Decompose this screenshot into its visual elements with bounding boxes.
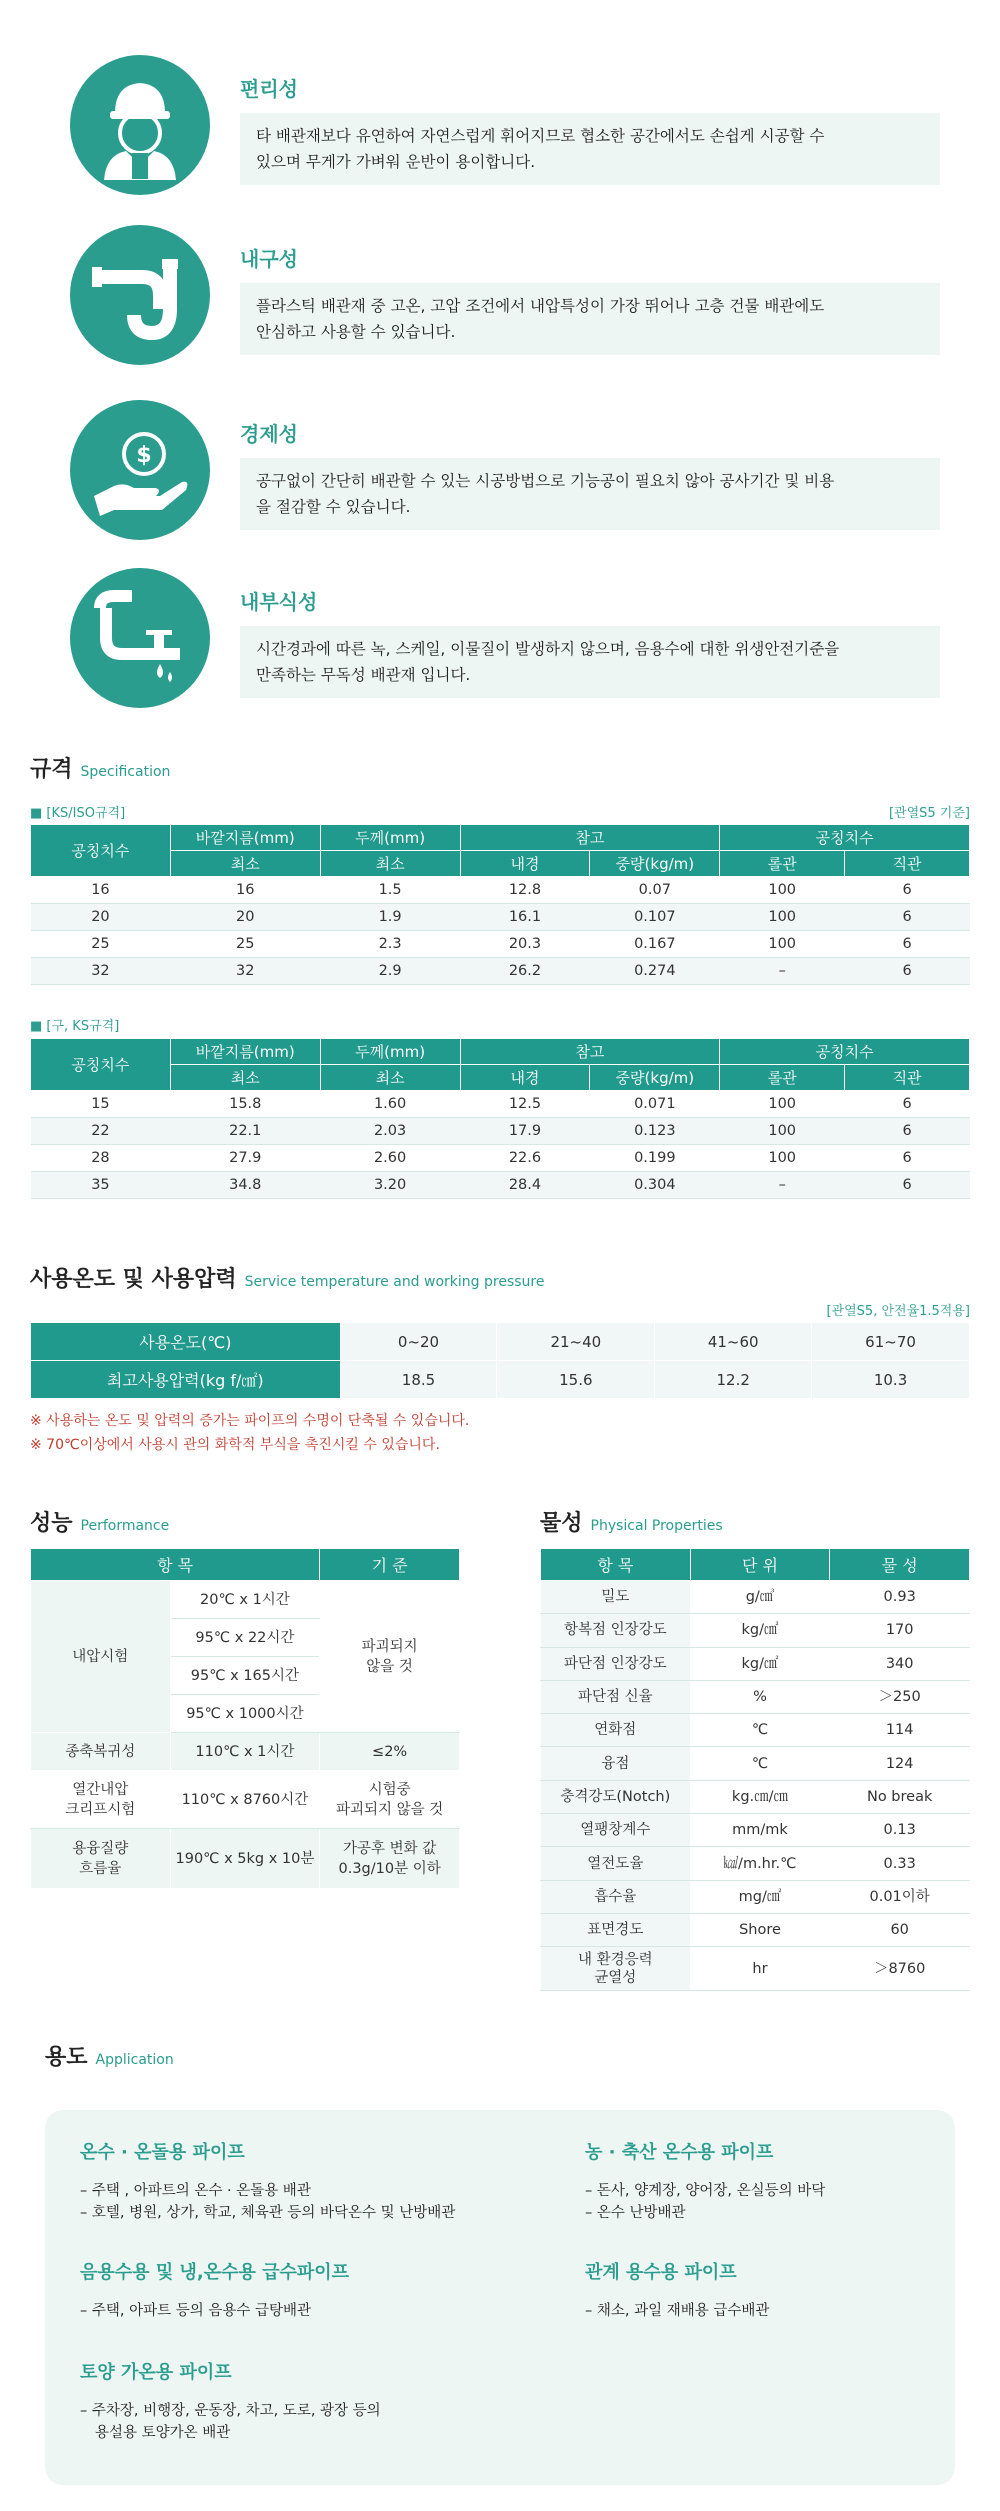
- table-header-cell: 중량(kg/m): [590, 1065, 720, 1091]
- table-cell: 0.304: [590, 1172, 720, 1199]
- table-row: [31, 877, 970, 904]
- table-cell: 2.9: [320, 958, 460, 985]
- money-hand-icon: [70, 400, 210, 540]
- table-cell: 2.03: [320, 1118, 460, 1145]
- temp-pressure-table: [30, 1322, 970, 1399]
- table-cell: 0.01이하: [830, 1880, 970, 1913]
- table-row: [31, 1733, 460, 1771]
- table-row: [31, 1091, 970, 1118]
- table-cell: kg/㎠: [690, 1647, 830, 1680]
- table-cell: 내 환경응력 균열성: [541, 1947, 691, 1991]
- table-header-cell: 중량(kg/m): [590, 851, 720, 877]
- table-header-cell: 사용온도(℃): [31, 1323, 341, 1361]
- table-cell: 2.3: [320, 931, 460, 958]
- table-row: [541, 1614, 970, 1647]
- table-cell: 100: [720, 904, 845, 931]
- table-cell: 32: [170, 958, 320, 985]
- application-box: [45, 2110, 955, 2485]
- table-row: [31, 1323, 970, 1361]
- table-row: [541, 1647, 970, 1680]
- table-cell: 100: [720, 877, 845, 904]
- feature-desc: 플라스틱 배관재 중 고온, 고압 조건에서 내압특성이 가장 뛰어나 고층 건물 배관에도 안심하고 사용할 수 있습니다.: [240, 283, 940, 355]
- table-header-cell: 참고: [460, 825, 720, 851]
- temp-title: 사용온도 및 사용압력 Service temperature and working pressure: [30, 1267, 545, 1292]
- table-header-cell: 공칭치수: [31, 825, 171, 877]
- table-row: [31, 1145, 970, 1172]
- table-cell: 28.4: [460, 1172, 590, 1199]
- table-cell: g/㎤: [690, 1581, 830, 1614]
- table-cell: 170: [830, 1614, 970, 1647]
- spec-table2-label: ■ [구, KS규격]: [30, 1019, 120, 1034]
- table-cell: 20℃ x 1시간: [170, 1581, 320, 1619]
- table-cell: –: [720, 1172, 845, 1199]
- table-header-cell: 물 성: [830, 1549, 970, 1581]
- table-cell: kg.㎝/㎝: [690, 1780, 830, 1813]
- app-item-title: 온수 · 온돌용 파이프: [80, 2142, 245, 2163]
- table-cell: 100: [720, 1145, 845, 1172]
- table-cell: 27.9: [170, 1145, 320, 1172]
- table-cell: 내압시험: [31, 1581, 171, 1733]
- table-cell: –: [720, 958, 845, 985]
- feature-title: 내부식성: [240, 590, 318, 614]
- table-header-cell: 롤관: [720, 1065, 845, 1091]
- table-cell: 종축복귀성: [31, 1733, 171, 1771]
- table-cell: 0.167: [590, 931, 720, 958]
- table-cell: mm/mk: [690, 1814, 830, 1847]
- table-cell: 연화점: [541, 1714, 691, 1747]
- table-row: [31, 904, 970, 931]
- table-cell: 6: [845, 877, 970, 904]
- table-cell: 61~70: [812, 1323, 970, 1361]
- performance-table: [30, 1548, 460, 1889]
- table-cell: 15: [31, 1091, 171, 1118]
- feature-title: 편리성: [240, 77, 298, 101]
- table-cell: ＞8760: [830, 1947, 970, 1991]
- spec-table-ks-iso: [30, 824, 970, 985]
- table-header-cell: 기 준: [320, 1549, 460, 1581]
- table-row: [541, 1814, 970, 1847]
- table-cell: 6: [845, 904, 970, 931]
- spec-table-old-ks: [30, 1038, 970, 1199]
- app-item: – 채소, 과일 재배용 급수배관: [585, 2303, 770, 2319]
- table-cell: 28: [31, 1145, 171, 1172]
- table-cell: 0.071: [590, 1091, 720, 1118]
- table-cell: 20: [170, 904, 320, 931]
- table-row: [541, 1847, 970, 1880]
- table-cell: 22: [31, 1118, 171, 1145]
- table-cell: ＞250: [830, 1680, 970, 1713]
- table-row: [541, 1714, 970, 1747]
- table-cell: 190℃ x 5kg x 10분: [170, 1829, 320, 1889]
- faucet-icon: [70, 568, 210, 708]
- table-cell: 0.93: [830, 1581, 970, 1614]
- table-row: [31, 958, 970, 985]
- app-item: – 주택, 아파트 등의 음용수 급탕배관: [80, 2303, 312, 2319]
- table-header-cell: 최고사용압력(kg f/㎠): [31, 1361, 341, 1399]
- table-cell: 1.9: [320, 904, 460, 931]
- table-row: [31, 1118, 970, 1145]
- table-cell: mg/㎠: [690, 1880, 830, 1913]
- table-cell: 10.3: [812, 1361, 970, 1399]
- worker-icon: [70, 55, 210, 195]
- table-cell: 21~40: [497, 1323, 655, 1361]
- table-cell: 25: [170, 931, 320, 958]
- table-row: [31, 1581, 460, 1619]
- table-cell: 340: [830, 1647, 970, 1680]
- table-header-cell: 내경: [460, 851, 590, 877]
- table-cell: 0.199: [590, 1145, 720, 1172]
- table-cell: 0.13: [830, 1814, 970, 1847]
- table-cell: 밀도: [541, 1581, 691, 1614]
- table-cell: 융점: [541, 1747, 691, 1780]
- feature-durability: [70, 225, 940, 385]
- pipe-icon: [70, 225, 210, 365]
- table-header-cell: 두께(mm): [320, 1039, 460, 1065]
- table-row: [31, 1771, 460, 1829]
- table-cell: 파단점 인장강도: [541, 1647, 691, 1680]
- table-cell: Shore: [690, 1913, 830, 1946]
- feature-desc: 타 배관재보다 유연하여 자연스럽게 휘어지므로 협소한 공간에서도 손쉽게 시공할 수 있으며 무게가 가벼워 운반이 용이합니다.: [240, 113, 940, 185]
- table-cell: 22.6: [460, 1145, 590, 1172]
- feature-convenience: [70, 55, 940, 215]
- table-cell: 35: [31, 1172, 171, 1199]
- warning-note: ※ 사용하는 온도 및 압력의 증가는 파이프의 수명이 단축될 수 있습니다.: [30, 1413, 470, 1429]
- table-cell: 25: [31, 931, 171, 958]
- spec-table1-label: ■ [KS/ISO규격]: [30, 806, 126, 821]
- table-row: [31, 931, 970, 958]
- table-cell: 0.123: [590, 1118, 720, 1145]
- table-cell: 15.6: [497, 1361, 655, 1399]
- table-header-cell: 바깥지름(mm): [170, 1039, 320, 1065]
- table-cell: 95℃ x 1000시간: [170, 1695, 320, 1733]
- table-cell: 60: [830, 1913, 970, 1946]
- table-cell: 124: [830, 1747, 970, 1780]
- table-header-cell: 최소: [170, 1065, 320, 1091]
- table-cell: 0.33: [830, 1847, 970, 1880]
- app-item: – 호텔, 병원, 상가, 학교, 체육관 등의 바닥온수 및 난방배관: [80, 2205, 456, 2221]
- app-item: – 돈사, 양계장, 양어장, 온실등의 바닥: [585, 2183, 826, 2199]
- feature-desc: 공구없이 간단히 배관할 수 있는 시공방법으로 기능공이 필요치 않아 공사기간 및 비용 을 절감할 수 있습니다.: [240, 458, 940, 530]
- table-row: [541, 1880, 970, 1913]
- table-header-cell: 참고: [460, 1039, 720, 1065]
- table-cell: 열간내압 크리프시험: [31, 1771, 171, 1829]
- table-cell: 15.8: [170, 1091, 320, 1118]
- table-cell: 3.20: [320, 1172, 460, 1199]
- table-cell: 20.3: [460, 931, 590, 958]
- physical-properties-table: [540, 1548, 970, 1991]
- table-cell: ㎉/m.hr.℃: [690, 1847, 830, 1880]
- temp-note: [관열S5, 안전율1.5적용]: [826, 1304, 970, 1319]
- table-cell: 파괴되지 않을 것: [320, 1581, 460, 1733]
- feature-economy: [70, 400, 940, 560]
- table-cell: 6: [845, 958, 970, 985]
- table-header-cell: 내경: [460, 1065, 590, 1091]
- table-cell: 가공후 변화 값 0.3g/10분 이하: [320, 1829, 460, 1889]
- table-header-cell: 항 목: [541, 1549, 691, 1581]
- table-cell: 1.5: [320, 877, 460, 904]
- table-cell: 95℃ x 22시간: [170, 1619, 320, 1657]
- table-cell: 열팽창계수: [541, 1814, 691, 1847]
- table-cell: 흡수율: [541, 1880, 691, 1913]
- table-cell: ℃: [690, 1747, 830, 1780]
- table-cell: 0.274: [590, 958, 720, 985]
- table-cell: hr: [690, 1947, 830, 1991]
- feature-corrosion: [70, 568, 940, 728]
- perf-title: 성능 Performance: [30, 1511, 170, 1536]
- feature-desc: 시간경과에 따른 녹, 스케일, 이물질이 발생하지 않으며, 음용수에 대한 위생안전기준을 만족하는 무독성 배관재 입니다.: [240, 626, 940, 698]
- table-cell: 20: [31, 904, 171, 931]
- table-cell: 100: [720, 1091, 845, 1118]
- table-cell: ≤2%: [320, 1733, 460, 1771]
- table-row: [31, 1361, 970, 1399]
- table-cell: 0.107: [590, 904, 720, 931]
- table-header-cell: 바깥지름(mm): [170, 825, 320, 851]
- table-cell: 6: [845, 1118, 970, 1145]
- table-cell: 항복점 인장강도: [541, 1614, 691, 1647]
- table-cell: 2.60: [320, 1145, 460, 1172]
- phys-title: 물성 Physical Properties: [540, 1511, 723, 1536]
- table-cell: 16: [170, 877, 320, 904]
- table-cell: 6: [845, 931, 970, 958]
- table-cell: 110℃ x 8760시간: [170, 1771, 320, 1829]
- table-cell: kg/㎠: [690, 1614, 830, 1647]
- table-cell: 6: [845, 1172, 970, 1199]
- spec-table1-note: [관열S5 기준]: [888, 806, 970, 821]
- table-cell: No break: [830, 1780, 970, 1813]
- table-cell: 18.5: [340, 1361, 497, 1399]
- table-row: [541, 1913, 970, 1946]
- table-cell: ℃: [690, 1714, 830, 1747]
- table-header-cell: 롤관: [720, 851, 845, 877]
- table-cell: 표면경도: [541, 1913, 691, 1946]
- app-item: – 온수 난방배관: [585, 2205, 686, 2221]
- table-cell: 0~20: [340, 1323, 497, 1361]
- spec-title: 규격 Specification: [30, 757, 171, 782]
- table-row: [541, 1747, 970, 1780]
- app-item: – 주택 , 아파트의 온수 · 온돌용 배관: [80, 2183, 311, 2199]
- table-cell: 1.60: [320, 1091, 460, 1118]
- table-cell: 26.2: [460, 958, 590, 985]
- table-header-cell: 공칭치수: [720, 825, 970, 851]
- table-cell: 용융질량 흐름율: [31, 1829, 171, 1889]
- app-title: 용도 Application: [45, 2045, 174, 2070]
- table-header-cell: 항 목: [31, 1549, 320, 1581]
- table-cell: 22.1: [170, 1118, 320, 1145]
- table-cell: 충격강도(Notch): [541, 1780, 691, 1813]
- table-cell: 34.8: [170, 1172, 320, 1199]
- table-row: [31, 1172, 970, 1199]
- table-header-cell: 단 위: [690, 1549, 830, 1581]
- app-item-title: 농 · 축산 온수용 파이프: [585, 2142, 774, 2163]
- table-cell: 17.9: [460, 1118, 590, 1145]
- table-cell: 100: [720, 1118, 845, 1145]
- table-header-cell: 직관: [845, 851, 970, 877]
- table-cell: 12.2: [655, 1361, 812, 1399]
- warning-note: ※ 70℃이상에서 사용시 관의 화학적 부식을 촉진시킬 수 있습니다.: [30, 1437, 440, 1453]
- table-header-cell: 최소: [320, 1065, 460, 1091]
- table-header-cell: 공칭치수: [31, 1039, 171, 1091]
- table-row: [541, 1581, 970, 1614]
- feature-title: 경제성: [240, 422, 298, 446]
- table-cell: %: [690, 1680, 830, 1713]
- table-cell: 파단점 신율: [541, 1680, 691, 1713]
- table-cell: 16.1: [460, 904, 590, 931]
- table-header-cell: 최소: [170, 851, 320, 877]
- table-cell: 시험중 파괴되지 않을 것: [320, 1771, 460, 1829]
- table-cell: 100: [720, 931, 845, 958]
- table-row: [31, 1829, 460, 1889]
- table-header-cell: 최소: [320, 851, 460, 877]
- table-header-cell: 공칭치수: [720, 1039, 970, 1065]
- app-item-title: 음용수용 및 냉,온수용 급수파이프: [80, 2262, 350, 2283]
- table-cell: 110℃ x 1시간: [170, 1733, 320, 1771]
- table-cell: 32: [31, 958, 171, 985]
- app-item: 용설용 토양가온 배관: [95, 2425, 231, 2441]
- table-cell: 41~60: [655, 1323, 812, 1361]
- app-item-title: 토양 가온용 파이프: [80, 2362, 232, 2383]
- table-cell: 0.07: [590, 877, 720, 904]
- table-row: [541, 1680, 970, 1713]
- table-row: [541, 1780, 970, 1813]
- table-cell: 12.5: [460, 1091, 590, 1118]
- table-cell: 95℃ x 165시간: [170, 1657, 320, 1695]
- table-cell: 16: [31, 877, 171, 904]
- table-cell: 열전도율: [541, 1847, 691, 1880]
- table-header-cell: 직관: [845, 1065, 970, 1091]
- table-cell: 12.8: [460, 877, 590, 904]
- svg-text:$: $: [136, 443, 152, 468]
- feature-title: 내구성: [240, 247, 298, 271]
- table-cell: 6: [845, 1145, 970, 1172]
- app-item-title: 관계 용수용 파이프: [585, 2262, 737, 2283]
- table-row: [541, 1947, 970, 1991]
- table-cell: 6: [845, 1091, 970, 1118]
- table-cell: 114: [830, 1714, 970, 1747]
- app-item: – 주차장, 비행장, 운동장, 차고, 도로, 광장 등의: [80, 2403, 381, 2419]
- table-header-cell: 두께(mm): [320, 825, 460, 851]
